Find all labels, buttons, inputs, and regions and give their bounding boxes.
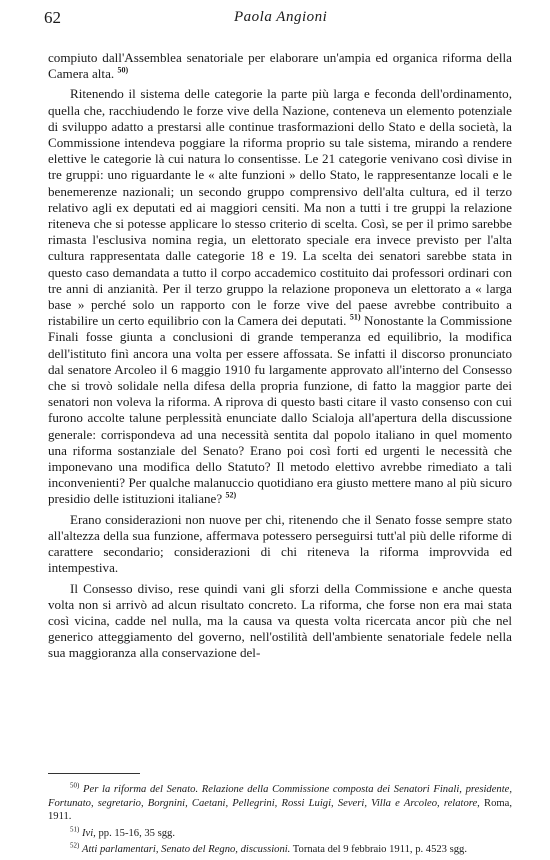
paragraph	[48, 512, 512, 577]
footnote	[48, 827, 512, 841]
footnote	[48, 783, 512, 824]
footnote-number: 51)	[70, 825, 80, 834]
footnote-text: Tornata del 9 febbraio 1911, p. 4523 sgg.	[290, 844, 467, 856]
footnote-number: 52)	[70, 841, 80, 850]
footnote-citation: Atti parlamentari, Senato del Regno, discussioni.	[82, 844, 291, 856]
page-header	[44, 8, 520, 32]
footnote-divider	[48, 773, 140, 774]
footnote-text: pp. 15-16, 35 sgg.	[95, 827, 175, 839]
body-text	[48, 50, 512, 666]
paragraph-text: Nonostante la Commissione Finali fosse giunta a conclusioni di grande temperanza ed equilibrio, la modifica dell'istituto finì ancora una volta per essere affossata. Se infatti il discorso pronunciato dal senatore Arcoleo il 6 maggio 1910 fu largamente approvato all'interno del Consesso che si trovò solidale nella difesa della propria funzione, di fatto la maggior parte dei senatori non voleva la riforma. A riprova di questo basti citare il vasto consenso con cui furono accolte talune perplessità enunciate dallo Scialoja all'apertura della discussione generale: corrispondeva ad una necessità sentita dal popolo italiano in quel momento una riforma sostanziale del Senato? Erano poi così forti ed urgenti le necessità che imponevano una modifica dello Statuto? Il metodo elettivo avrebbe rimediato a tali inconvenienti? Per qualche malanuccio quotidiano era giusto mettere mano al più sicuro presidio delle istituzioni italiane?	[48, 313, 512, 507]
footnote-citation: Per la riforma del Senato. Relazione della Commissione composta dei Senatori Finali, presidente, Fortunato, segretario, Borgnini, Caetani, Pellegrini, Rossi Luigi, Severi, Villa e Arcoleo, relatore,	[48, 784, 512, 809]
footnotes	[48, 783, 512, 860]
footnote-reference: 51)	[349, 312, 361, 322]
footnote-text: Roma, 1911.	[48, 797, 512, 823]
footnote-number: 50)	[70, 781, 80, 790]
footnote	[48, 843, 512, 857]
paragraph	[48, 50, 512, 82]
paragraph-text: Il Consesso diviso, rese quindi vani gli sforzi della Commissione e anche questa volta non si arrivò ad alcun risultato concreto. La riforma, che forse non era mai stata così vicina, cadde nel nulla, ma la causa va questa volta ricercata ancor più che nel generico atteggiamento del governo, nell'ostilità dell'ambiente senatoriale fedele nella sua maggioranza alla conservazione del-	[48, 580, 512, 661]
running-head: Paola Angioni	[234, 9, 328, 25]
page-number: 62	[44, 8, 61, 27]
footnote-reference: 52)	[225, 491, 237, 501]
footnote-citation: Ivi,	[82, 827, 96, 839]
paragraph-text: Erano considerazioni non nuove per chi, ritenendo che il Senato fosse sempre stato all'altezza della sua funzione, affermava potessero perseguirsi tutt'al più delle riforme di carattere secondario; considerazioni di chi riteneva la riforma improvvida ed intempestiva.	[48, 511, 512, 576]
paragraph	[48, 86, 512, 507]
paragraph-text: compiuto dall'Assemblea senatoriale per elaborare un'ampia ed organica riforma della Camera alta.	[48, 50, 512, 82]
paragraph-text: Ritenendo il sistema delle categorie la parte più larga e feconda dell'ordinamento, quella che, racchiudendo le forze vive della Nazione, conteneva un elemento potenziale di sviluppo adatto a prestarsi alle continue trasformazioni dello Stato e della società, la Commissione intendeva poggiare la riforma proprio su tale sistema, mirando a rendere elettive le categorie là cui natura lo consentisse. Le 21 categorie venivano così divise in tre gruppi: uno riguardante le « alte funzioni » dello Stato, le rappresentanze locali e le benemerenze nazionali; un secondo gruppo comprensivo dell'alta cultura, ed il terzo relativo agli ex deputati ed ai maggiori censiti. Ma non a tutti i tre gruppi la relazione riteneva che si potesse applicare lo stesso criterio di scelta. Così, se per il primo sarebbe rimasta l'esclusiva nomina regia, un elettorato speciale era invece previsto per l'alta cultura rappresentata dalle categorie 18 e 19. La scelta dei senatori sarebbe stata in questo caso demandata a tutto il corpo accademico costituito dai professori ordinari con tre anni di anzianità. Per il terzo gruppo la relazione proponeva un elettorato a « larga base » perché solo un rapporto con le forze vive del paese avrebbe contribuito a ristabilire un certo equilibrio con la Camera dei deputati.	[48, 86, 512, 329]
paragraph	[48, 581, 512, 662]
footnote-reference: 50)	[117, 65, 129, 75]
